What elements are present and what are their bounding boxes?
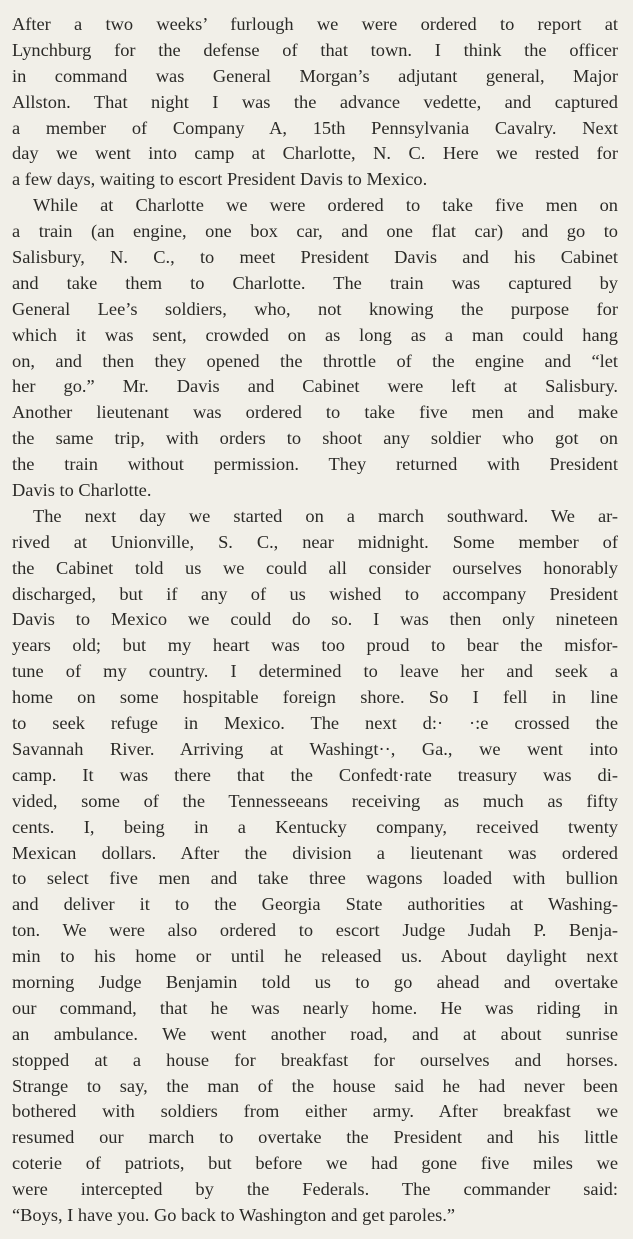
page-text [12, 12, 618, 1229]
text-line: the train without permission. They returned with President [12, 454, 618, 475]
text-line: vided, some of the Tennesseeans receiving as much as fifty [12, 790, 618, 811]
text-line: day we went into camp at Charlotte, N. C. Here we rested for [12, 143, 618, 164]
text-line: cents. I, being in a Kentucky company, received twenty [12, 816, 618, 837]
text-line: camp. It was there that the Confedt·rate treasury was di- [12, 764, 618, 785]
book-page [12, 12, 618, 1229]
text-line: Mexican dollars. After the division a lieutenant was ordered [12, 842, 618, 863]
text-line: resumed our march to overtake the President and his little [12, 1127, 618, 1148]
text-line: rived at Unionville, S. C., near midnight. Some member of [12, 531, 618, 552]
text-line: on, and then they opened the throttle of the engine and “let [12, 350, 618, 371]
text-line: a member of Company A, 15th Pennsylvania Cavalry. Next [12, 117, 618, 138]
text-line: Davis to Charlotte. [12, 480, 152, 501]
text-line: her go.” Mr. Davis and Cabinet were left at Salisbury. [12, 376, 618, 397]
text-line: While at Charlotte we were ordered to take five men on [33, 195, 618, 216]
text-line: min to his home or until he released us. About daylight next [12, 946, 618, 967]
text-line: our command, that he was nearly home. He was riding in [12, 997, 618, 1018]
text-line: years old; but my heart was too proud to bear the misfor- [12, 635, 618, 656]
text-line: ton. We were also ordered to escort Judge Judah P. Benja- [12, 920, 618, 941]
text-line: the Cabinet told us we could all consider ourselves honorably [12, 557, 618, 578]
text-line: bothered with soldiers from either army. After breakfast we [12, 1101, 618, 1122]
text-line: Davis to Mexico we could do so. I was then only nineteen [12, 609, 618, 630]
text-line: and take them to Charlotte. The train was captured by [12, 272, 618, 293]
text-line: Allston. That night I was the advance vedette, and captured [12, 91, 618, 112]
text-line: morning Judge Benjamin told us to go ahead and overtake [12, 971, 618, 992]
text-line: Savannah River. Arriving at Washingt··, Ga., we went into [12, 738, 618, 759]
text-line: and deliver it to the Georgia State authorities at Washing- [12, 894, 618, 915]
text-line: General Lee’s soldiers, who, not knowing the purpose for [12, 298, 618, 319]
text-line: Lynchburg for the defense of that town. I think the officer [12, 39, 618, 60]
text-line: Another lieutenant was ordered to take five men and make [12, 402, 618, 423]
text-line: home on some hospitable foreign shore. So I fell in line [12, 687, 618, 708]
text-line: After a two weeks’ furlough we were ordered to report at [12, 14, 618, 34]
text-line: coterie of patriots, but before we had gone five miles we [12, 1153, 618, 1174]
text-line: a train (an engine, one box car, and one flat car) and go to [12, 221, 618, 242]
text-line: stopped at a house for breakfast for ourselves and horses. [12, 1049, 618, 1070]
text-line: in command was General Morgan’s adjutant general, Major [12, 65, 618, 86]
paragraph [12, 193, 618, 504]
text-line: were intercepted by the Federals. The commander said: [12, 1179, 618, 1200]
text-line: Strange to say, the man of the house said he had never been [12, 1075, 618, 1096]
text-line: to select five men and take three wagons loaded with bullion [12, 868, 618, 889]
paragraph [12, 12, 618, 193]
text-line: tune of my country. I determined to leave her and seek a [12, 661, 618, 682]
text-line: a few days, waiting to escort President Davis to Mexico. [12, 169, 428, 190]
text-line: which it was sent, crowded on as long as a man could hang [12, 324, 618, 345]
paragraph [12, 504, 618, 1229]
text-line: the same trip, with orders to shoot any soldier who got on [12, 428, 618, 449]
text-line: discharged, but if any of us wished to accompany President [12, 583, 618, 604]
text-line: “Boys, I have you. Go back to Washington and get paroles.” [12, 1204, 456, 1225]
text-line: an ambulance. We went another road, and at about sunrise [12, 1023, 618, 1044]
text-line: The next day we started on a march southward. We ar- [33, 505, 618, 526]
text-line: to seek refuge in Mexico. The next d:· ·:e crossed the [12, 713, 618, 734]
text-line: Salisbury, N. C., to meet President Davis and his Cabinet [12, 247, 618, 268]
